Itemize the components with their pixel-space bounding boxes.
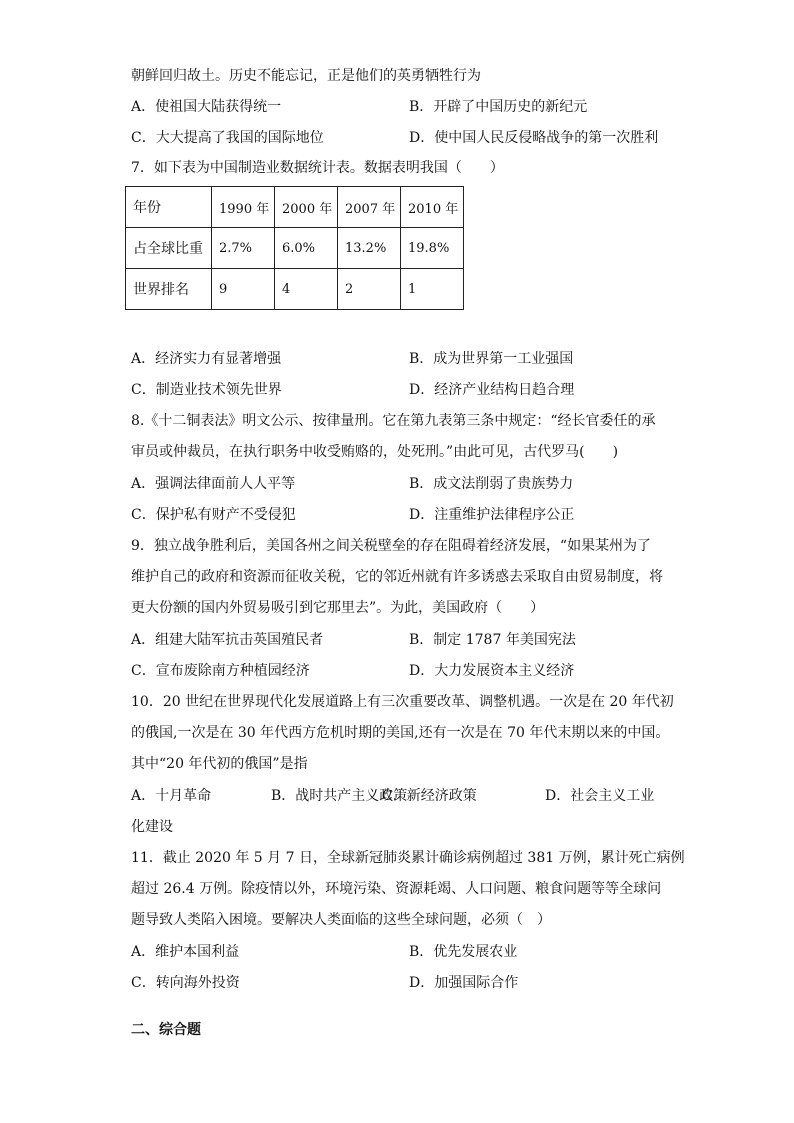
table-cell: 2.7% <box>212 228 275 269</box>
q7-option-a: A．经济实力有显著增强 <box>131 351 282 367</box>
q9-stem-line-3: 更大份额的国内外贸易吸引到它那里去”。为此，美国政府（ ） <box>131 600 545 616</box>
q9-stem-line-2: 维护自己的政府和资源而征收关税，它的邻近州就有许多诱惑去采取自由贸易制度，将 <box>131 569 663 585</box>
q7-option-c: C．制造业技术领先世界 <box>131 382 282 398</box>
table-cell: 1 <box>401 269 464 310</box>
q10-stem-line-2: 的俄国,一次是在 30 年代西方危机时期的美国,还有一次是在 70 年代末期以来的中国。 <box>131 725 670 741</box>
q8-option-c: C．保护私有财产不受侵犯 <box>131 507 296 523</box>
q11-option-a: A．维护本国利益 <box>131 944 240 960</box>
table-cell: 1990 年 <box>212 187 275 228</box>
q11-option-d: D．加强国际合作 <box>409 975 519 991</box>
q11-stem-line-2: 超过 26.4 万例。除疫情以外，环境污染、资源耗竭、人口问题、粮食问题等等全球问 <box>131 881 662 897</box>
q11-stem-line-3: 题导致人类陷入困境。要解决人类面临的这些全球问题，必须（ ） <box>131 912 551 928</box>
q8-option-d: D．注重维护法律程序公正 <box>409 507 575 523</box>
q9-option-a: A．组建大陆军抗击英国殖民者 <box>131 632 324 648</box>
q8-option-b: B．成文法削弱了贵族势力 <box>409 476 574 492</box>
q10-option-a: A．十月革命 <box>131 788 212 804</box>
q11-option-c: C．转向海外投资 <box>131 975 240 991</box>
table-cell: 世界排名 <box>126 269 212 310</box>
table-cell: 2 <box>338 269 401 310</box>
q11-option-b: B．优先发展农业 <box>409 944 518 960</box>
q6-option-a: A．使祖国大陆获得统一 <box>131 99 282 115</box>
table-row <box>126 269 464 310</box>
table-cell: 年份 <box>126 187 212 228</box>
table-cell: 6.0% <box>275 228 338 269</box>
q9-option-d: D．大力发展资本主义经济 <box>409 663 575 679</box>
table-cell: 13.2% <box>338 228 401 269</box>
q6-option-b: B．开辟了中国历史的新纪元 <box>409 99 588 115</box>
table-cell: 19.8% <box>401 228 464 269</box>
table-cell: 9 <box>212 269 275 310</box>
q7-stem: 7．如下表为中国制造业数据统计表。数据表明我国（ ） <box>131 160 504 176</box>
table-cell: 占全球比重 <box>126 228 212 269</box>
q8-stem-line-1: 8.《十二铜表法》明文公示、按律量刑。它在第九表第三条中规定：“经长官委任的承 <box>131 413 656 429</box>
table-cell: 2007 年 <box>338 187 401 228</box>
table-header-row <box>126 187 464 228</box>
q9-stem-line-1: 9．独立战争胜利后，美国各州之间关税壁垒的存在阻碍着经济发展，“如果某州为了 <box>131 538 652 554</box>
q9-option-c: C．宣布废除南方种植园经济 <box>131 663 310 679</box>
section-heading: 二、综合题 <box>131 1022 201 1038</box>
q11-stem-line-1: 11．截止 2020 年 5 月 7 日，全球新冠肺炎累计确诊病例超过 381 万例，累计死亡病例 <box>131 850 685 866</box>
q10-option-b: B．战时共产主义政策 <box>271 788 408 804</box>
q7-option-d: D．经济产业结构日趋合理 <box>409 382 575 398</box>
q6-option-c: C．大大提高了我国的国际地位 <box>131 130 324 146</box>
q7-option-b: B．成为世界第一工业强国 <box>409 351 574 367</box>
q6-option-d: D．使中国人民反侵略战争的第一次胜利 <box>409 130 659 146</box>
q10-option-d: D．社会主义工业 <box>545 788 655 804</box>
q10-stem-line-3: 其中“20 年代初的俄国”是指 <box>131 756 308 772</box>
q7-data-table <box>125 186 464 310</box>
q9-option-b: B．制定 1787 年美国宪法 <box>409 632 576 648</box>
q10-option-c: C．新经济政策 <box>382 788 477 804</box>
q8-option-a: A．强调法律面前人人平等 <box>131 476 296 492</box>
q6-stem-end: 朝鲜回归故土。历史不能忘记，正是他们的英勇牺牲行为 <box>131 68 481 84</box>
q8-stem-line-2: 审员或仲裁员，在执行职务中收受贿赂的，处死刑。”由此可见，古代罗马( ) <box>131 444 619 460</box>
table-cell: 2000 年 <box>275 187 338 228</box>
table-cell: 2010 年 <box>401 187 464 228</box>
q10-option-d-continued: 化建设 <box>131 819 173 835</box>
table-cell: 4 <box>275 269 338 310</box>
q10-stem-line-1: 10．20 世纪在世界现代化发展道路上有三次重要改革、调整机遇。一次是在 20 年代初 <box>131 694 674 710</box>
table-row <box>126 228 464 269</box>
